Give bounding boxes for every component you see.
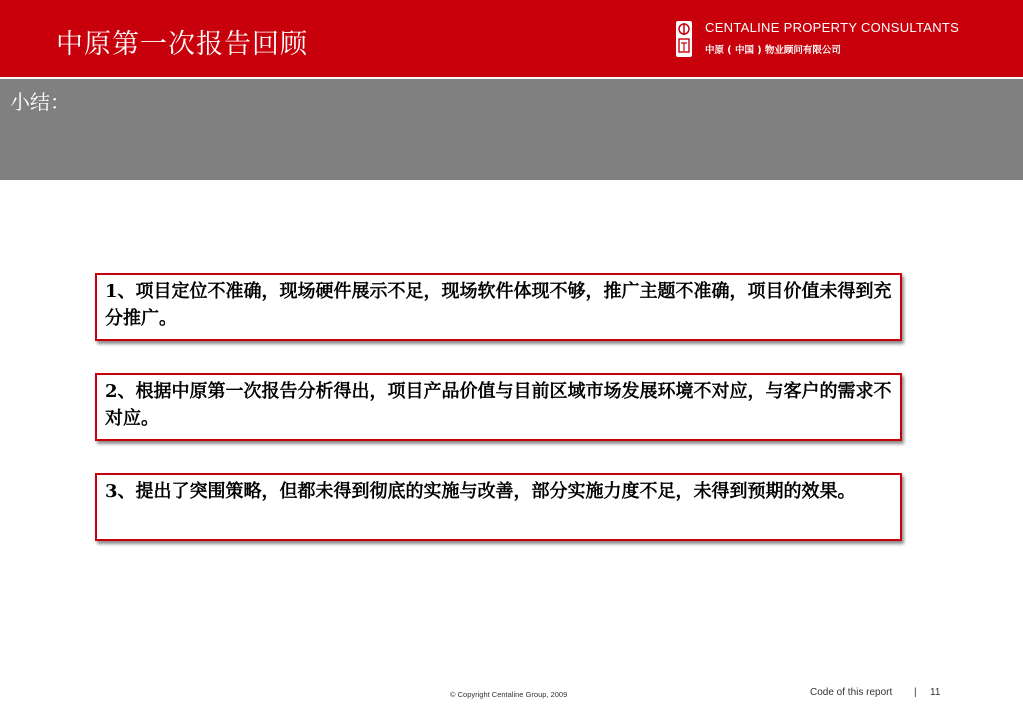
section-subtitle: 小结： [10, 90, 70, 114]
page-title: 中原第一次报告回顾 [56, 29, 308, 60]
page-number: 11 [930, 687, 941, 698]
centaline-logo-icon [676, 21, 692, 57]
footer-separator: | [914, 687, 917, 698]
header-bar [0, 0, 1023, 77]
report-code-label: Code of this report [810, 687, 893, 698]
summary-point-1: 1、项目定位不准确，现场硬件展示不足，现场软件体现不够，推广主题不准确，项目价值未得到充分推广。 [95, 273, 902, 341]
summary-point-2: 2、根据中原第一次报告分析得出，项目产品价值与目前区域市场发展环境不对应，与客户的需求不对应。 [95, 373, 902, 441]
company-name-cn: 中原 ( 中国 ) 物业顾问有限公司 [705, 45, 841, 56]
summary-band [0, 79, 1023, 180]
copyright-text: © Copyright Centaline Group, 2009 [450, 690, 568, 699]
summary-point-3: 3、提出了突围策略，但都未得到彻底的实施与改善，部分实施力度不足，未得到预期的效果。 [95, 473, 902, 541]
company-name-en: CENTALINE PROPERTY CONSULTANTS [705, 20, 960, 35]
